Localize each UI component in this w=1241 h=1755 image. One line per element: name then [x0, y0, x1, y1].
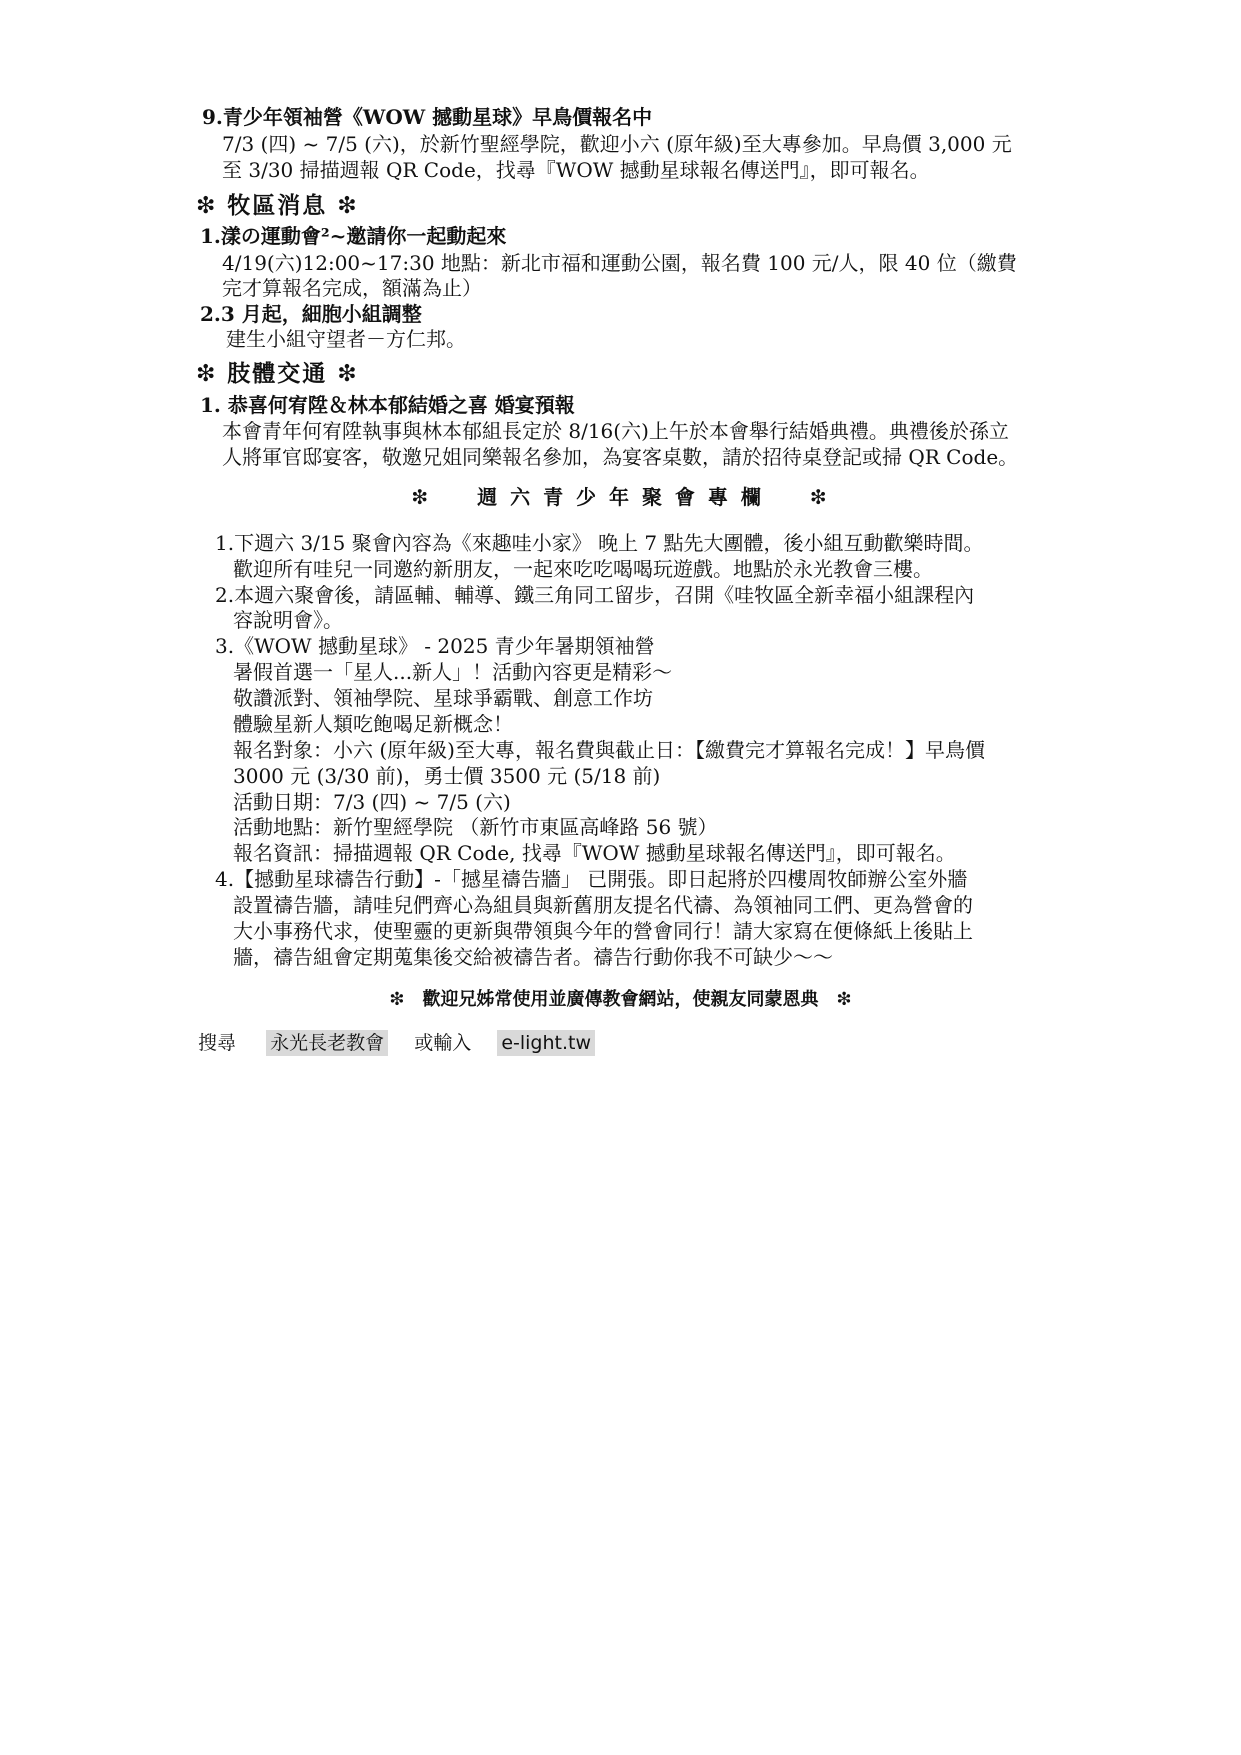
- youth-line-5: 3.《WOW 撼動星球》 - 2025 青少年暑期領袖營: [215, 634, 655, 658]
- item9-title: 9.青少年領袖營《WOW 撼動星球》早鳥價報名中: [202, 105, 653, 129]
- youth-line-1: 1.下週六 3/15 聚會內容為《來趣哇小家》 晚上 7 點先大團體，後小組互動歡樂時間。: [215, 531, 984, 555]
- youth-line-12: 活動地點：新竹聖經學院 （新竹市東區高峰路 56 號）: [233, 815, 718, 839]
- body-item1-line-1: 本會青年何宥陞執事與林本郁組長定於 8/16(六)上午於本會舉行結婚典禮。典禮後於孫立: [222, 419, 1009, 443]
- item9-line-2: 至 3/30 掃描週報 QR Code，找尋『WOW 撼動星球報名傳送門』，即可報名。: [222, 158, 930, 182]
- search-hint: [198, 1030, 595, 1056]
- youth-line-15: 設置禱告牆，請哇兒們齊心為組員與新舊朋友提名代禱、為領袖同工們、更為營會的: [233, 893, 973, 917]
- item9-line-1: 7/3 (四) ~ 7/5 (六)，於新竹聖經學院，歡迎小六 (原年級)至大專參加。早鳥價 3,000 元: [222, 132, 1012, 156]
- pastoral-item1-line-1: 4/19(六)12:00~17:30 地點：新北市福和運動公園，報名費 100 元/人，限 40 位（繳費: [222, 251, 1017, 275]
- youth-line-11: 活動日期：7/3 (四) ~ 7/5 (六): [233, 790, 511, 814]
- youth-line-8: 體驗星新人類吃飽喝足新概念！: [233, 712, 513, 736]
- pastoral-heading: ❇ 牧區消息 ❇: [196, 193, 359, 219]
- youth-line-4: 容說明會》。: [233, 608, 343, 632]
- website-banner: ❇ 歡迎兄姊常使用並廣傳教會網站，使親友同蒙恩典 ❇: [389, 989, 852, 1010]
- youth-line-2: 歡迎所有哇兒一同邀約新朋友，一起來吃吃喝喝玩遊戲。地點於永光教會三樓。: [233, 557, 933, 581]
- youth-line-7: 敬讚派對、領袖學院、星球爭霸戰、創意工作坊: [233, 686, 653, 710]
- search-label: 搜尋: [198, 1032, 237, 1054]
- youth-heading: ❇ 週 六 青 少 年 聚 會 專 欄 ❇: [411, 485, 830, 509]
- pastoral-item1-title: 1.漾の運動會²~邀請你一起動起來: [200, 224, 507, 248]
- pastoral-item1-line-2: 完才算報名完成，額滿為止）: [222, 276, 482, 300]
- body-item1-title: 1. 恭喜何宥陞＆林本郁結婚之喜 婚宴預報: [200, 393, 575, 417]
- youth-line-13: 報名資訊：掃描週報 QR Code, 找尋『WOW 撼動星球報名傳送門』，即可報名。: [233, 841, 956, 865]
- website-highlight: e-light.tw: [497, 1030, 595, 1056]
- youth-line-14: 4.【撼動星球禱告行動】-「撼星禱告牆」 已開張。即日起將於四樓周牧師辦公室外牆: [215, 867, 968, 891]
- pastoral-item2-line-1: 建生小組守望者－方仁邦。: [226, 327, 466, 351]
- youth-line-3: 2.本週六聚會後，請區輔、輔導、鐵三角同工留步，召開《哇牧區全新幸福小組課程內: [215, 583, 975, 607]
- youth-line-17: 牆，禱告組會定期蒐集後交給被禱告者。禱告行動你我不可缺少〜〜: [233, 945, 833, 969]
- or-label: 或輸入: [414, 1032, 472, 1054]
- youth-line-10: 3000 元 (3/30 前)，勇士價 3500 元 (5/18 前): [233, 764, 661, 788]
- youth-line-9: 報名對象：小六 (原年級)至大專，報名費與截止日：【繳費完才算報名完成！】早鳥價: [233, 738, 985, 762]
- youth-line-16: 大小事務代求，使聖靈的更新與帶領與今年的營會同行！請大家寫在便條紙上後貼上: [233, 919, 973, 943]
- church-name-highlight: 永光長老教會: [266, 1030, 388, 1056]
- youth-line-6: 暑假首選一「星人...新人」！活動內容更是精彩〜: [233, 660, 673, 684]
- body-heading: ❇ 肢體交通 ❇: [196, 361, 359, 387]
- body-item1-line-2: 人將軍官邸宴客，敬邀兄姐同樂報名參加，為宴客桌數，請於招待桌登記或掃 QR Code。: [222, 445, 1019, 469]
- pastoral-item2-title: 2.3 月起，細胞小組調整: [200, 302, 422, 326]
